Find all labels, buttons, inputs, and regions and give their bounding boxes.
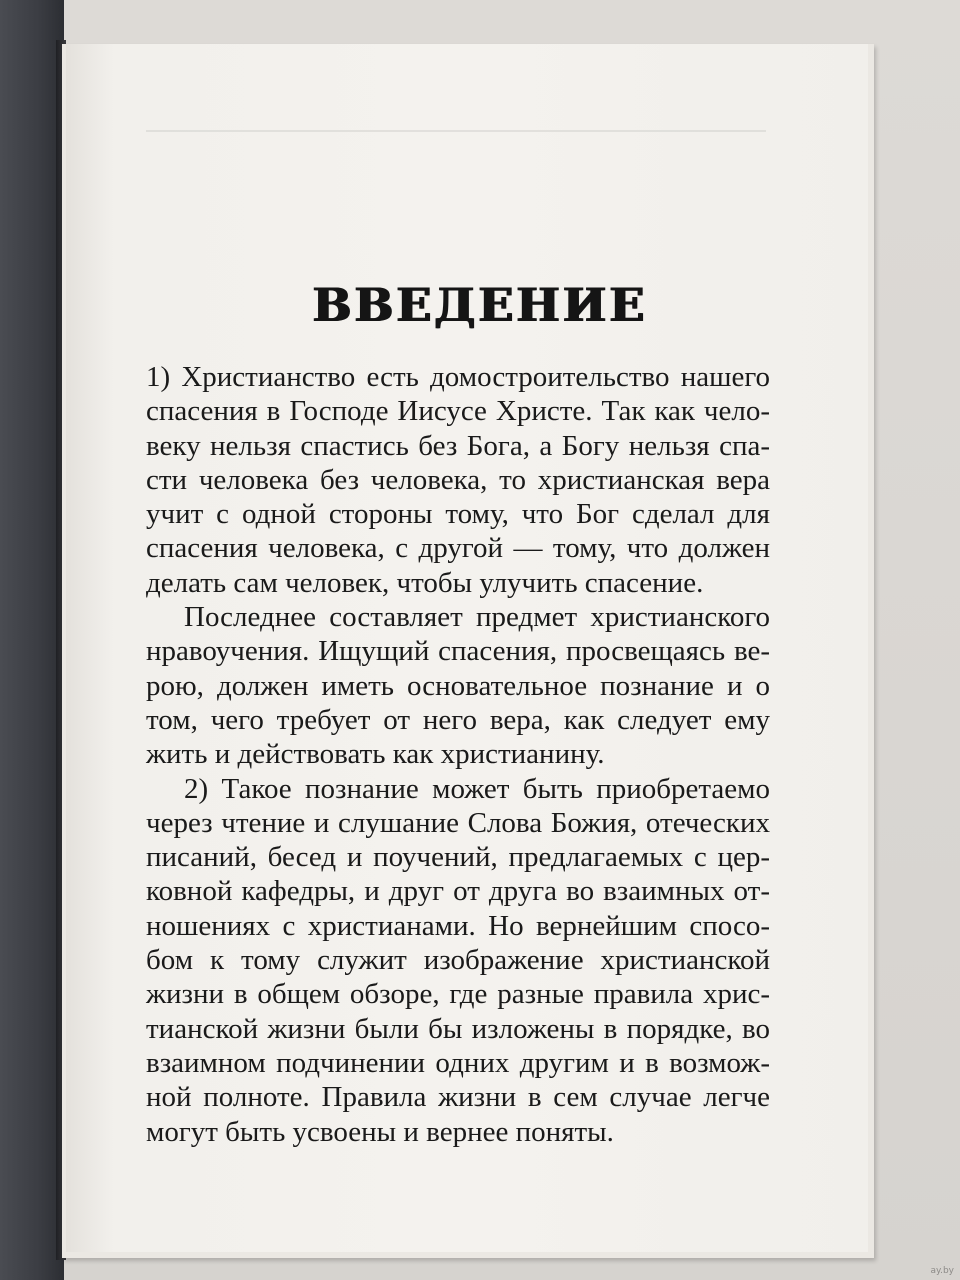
text-line: рою, должен иметь основательное познание и о — [146, 669, 770, 702]
text-line: 1) Христианство есть домостроительство нашего — [146, 361, 770, 393]
text-line: ной полноте. Правила жизни в сем случае легче — [146, 1081, 770, 1114]
text-line: взаимном подчинении одних другим и в возмож- — [146, 1046, 770, 1079]
text-line: сти человека без человека, то христианская вера — [146, 463, 770, 496]
text-line: жизни в общем обзоре, где разные правила хрис- — [146, 978, 770, 1011]
text-line: учит с одной стороны тому, что Бог сделал для — [146, 498, 770, 531]
text-line: том, чего требует от него вера, как следует ему — [146, 703, 770, 736]
text-line: ношениях с христианами. Но вернейшим спосо- — [146, 909, 770, 942]
text-line: ковной кафедры, и друг от друга во взаимных от- — [146, 875, 770, 908]
text-line: жить и действовать как христианину. — [146, 738, 605, 771]
text-line: через чтение и слушание Слова Божия, отеческих — [146, 806, 770, 839]
text-line: делать сам человек, чтобы улучить спасение. — [146, 566, 704, 599]
chapter-title: ВВЕДЕНИЕ — [312, 278, 648, 332]
text-line: тианской жизни были бы изложены в порядке, во — [146, 1012, 770, 1045]
text-line: нравоучения. Ищущий спасения, просвещаясь ве- — [146, 635, 770, 668]
reverse-page-show-through-header — [146, 130, 766, 132]
text-line: спасения в Господе Иисусе Христе. Так как чело- — [146, 395, 770, 428]
text-line: могут быть усвоены и вернее поняты. — [146, 1115, 614, 1148]
text-line: писаний, бесед и поучений, предлагаемых с цер- — [146, 841, 770, 874]
text-line: веку нельзя спастись без Бога, а Богу нельзя спа- — [146, 429, 770, 462]
page-body — [146, 360, 770, 1149]
text-line: Последнее составляет предмет христианского — [184, 601, 770, 634]
text-line: бом к тому служит изображение христианской — [146, 944, 770, 977]
text-line: спасения человека, с другой — тому, что должен — [146, 532, 770, 565]
watermark: ay.by — [930, 1266, 954, 1276]
book-cover — [0, 0, 64, 1280]
text-line: 2) Такое познание может быть приобретаемо — [184, 772, 770, 805]
